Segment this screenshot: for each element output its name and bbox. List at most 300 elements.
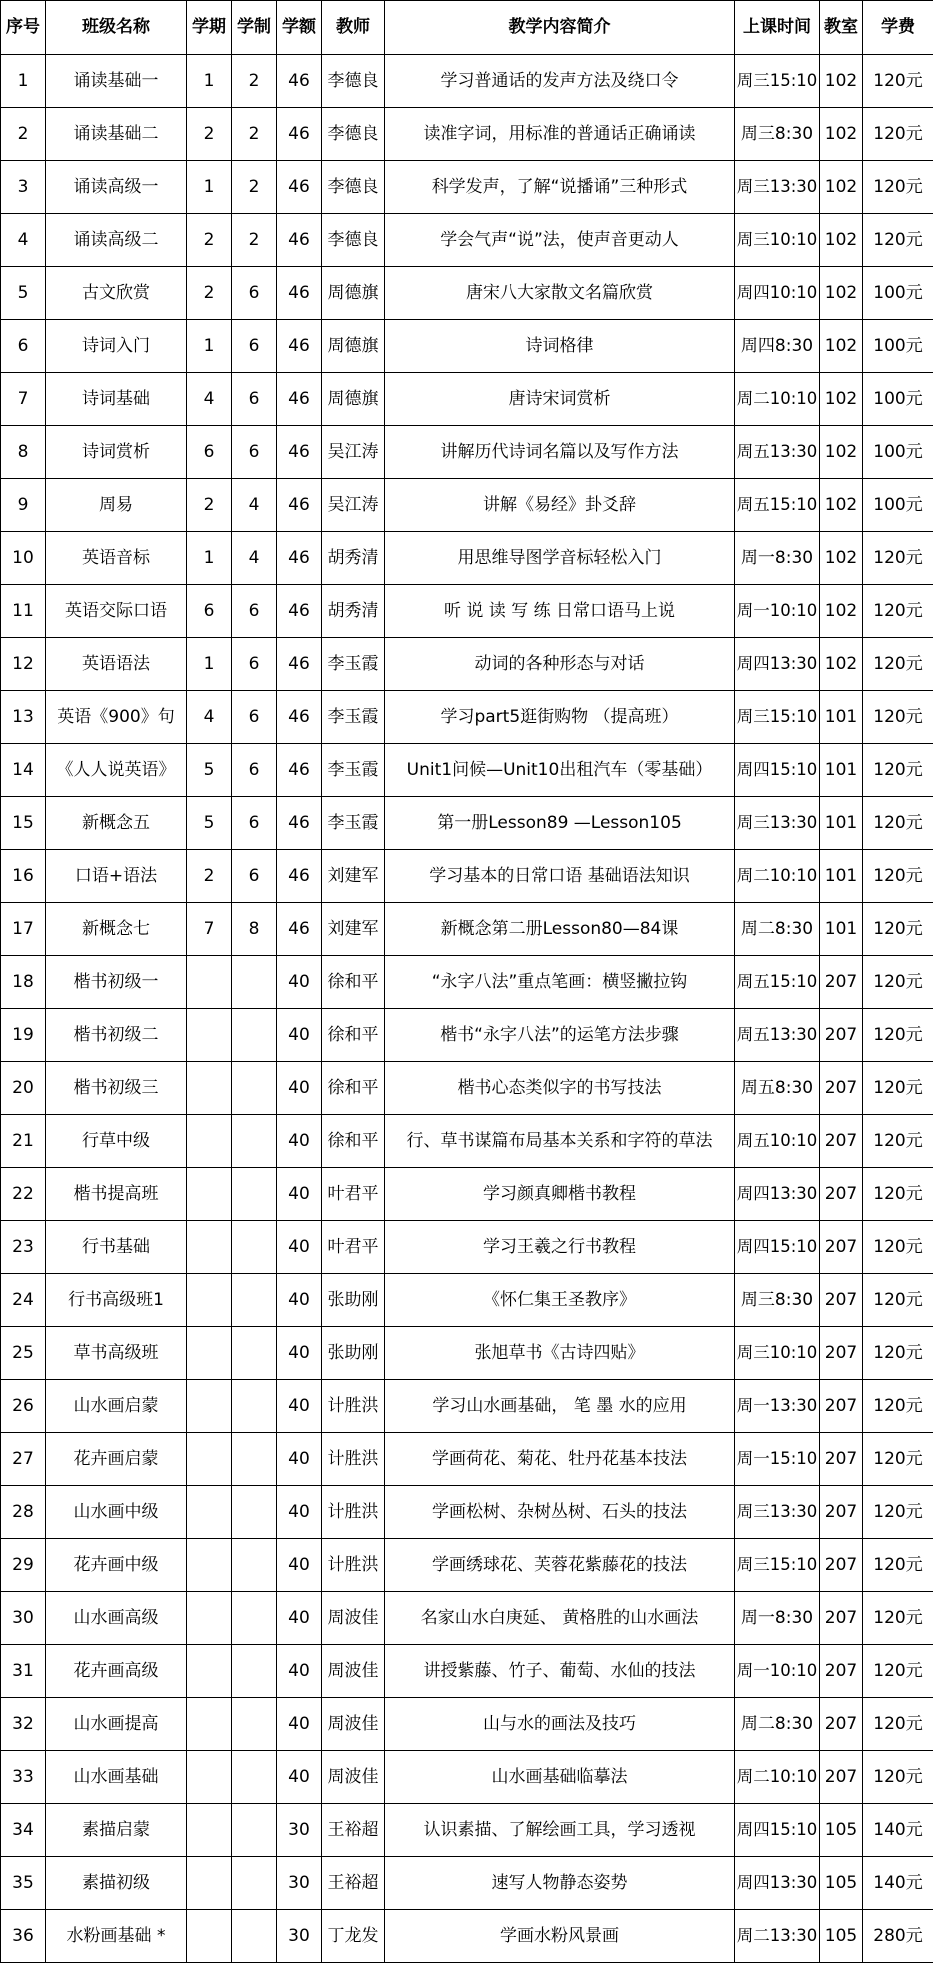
cell-capacity: 40 xyxy=(277,1751,322,1804)
cell-index: 34 xyxy=(1,1804,46,1857)
cell-room: 105 xyxy=(820,1804,863,1857)
cell-fee: 120元 xyxy=(863,161,933,214)
cell-capacity: 46 xyxy=(277,214,322,267)
cell-teacher: 计胜洪 xyxy=(322,1380,385,1433)
cell-content: 听 说 读 写 练 日常口语马上说 xyxy=(385,585,735,638)
cell-index: 33 xyxy=(1,1751,46,1804)
cell-time: 周一8:30 xyxy=(735,1592,820,1645)
cell-room: 207 xyxy=(820,1380,863,1433)
cell-term: 2 xyxy=(187,108,232,161)
cell-teacher: 周波佳 xyxy=(322,1751,385,1804)
cell-term: 4 xyxy=(187,373,232,426)
header-duration: 学制 xyxy=(232,1,277,55)
cell-index: 5 xyxy=(1,267,46,320)
cell-class-name: 花卉画启蒙 xyxy=(46,1433,187,1486)
cell-room: 101 xyxy=(820,744,863,797)
cell-duration xyxy=(232,1327,277,1380)
cell-content: 学习基本的日常口语 基础语法知识 xyxy=(385,850,735,903)
cell-capacity: 46 xyxy=(277,161,322,214)
cell-capacity: 40 xyxy=(277,1062,322,1115)
cell-teacher: 李德良 xyxy=(322,108,385,161)
cell-class-name: 楷书初级二 xyxy=(46,1009,187,1062)
cell-index: 27 xyxy=(1,1433,46,1486)
cell-time: 周四15:10 xyxy=(735,1221,820,1274)
cell-room: 101 xyxy=(820,850,863,903)
cell-capacity: 46 xyxy=(277,108,322,161)
cell-fee: 120元 xyxy=(863,638,933,691)
cell-time: 周二10:10 xyxy=(735,373,820,426)
table-row xyxy=(1,1380,933,1433)
cell-index: 26 xyxy=(1,1380,46,1433)
cell-duration xyxy=(232,1910,277,1963)
cell-teacher: 徐和平 xyxy=(322,1115,385,1168)
cell-room: 207 xyxy=(820,1062,863,1115)
cell-content: 山水画基础临摹法 xyxy=(385,1751,735,1804)
cell-fee: 120元 xyxy=(863,585,933,638)
table-row xyxy=(1,1009,933,1062)
table-row xyxy=(1,1327,933,1380)
cell-capacity: 40 xyxy=(277,1433,322,1486)
cell-index: 10 xyxy=(1,532,46,585)
cell-room: 102 xyxy=(820,161,863,214)
cell-index: 18 xyxy=(1,956,46,1009)
cell-time: 周二13:30 xyxy=(735,1910,820,1963)
cell-class-name: 山水画基础 xyxy=(46,1751,187,1804)
cell-content: 学画松树、杂树丛树、石头的技法 xyxy=(385,1486,735,1539)
cell-term xyxy=(187,1115,232,1168)
cell-teacher: 胡秀清 xyxy=(322,585,385,638)
cell-capacity: 40 xyxy=(277,1380,322,1433)
cell-capacity: 40 xyxy=(277,1168,322,1221)
cell-duration xyxy=(232,1857,277,1910)
table-row xyxy=(1,1804,933,1857)
cell-content: 楷书心态类似字的书写技法 xyxy=(385,1062,735,1115)
cell-index: 21 xyxy=(1,1115,46,1168)
cell-capacity: 46 xyxy=(277,479,322,532)
cell-duration xyxy=(232,1698,277,1751)
cell-term: 5 xyxy=(187,797,232,850)
table-row xyxy=(1,214,933,267)
cell-room: 207 xyxy=(820,956,863,1009)
table-row xyxy=(1,320,933,373)
cell-term: 5 xyxy=(187,744,232,797)
cell-term xyxy=(187,1804,232,1857)
cell-room: 101 xyxy=(820,691,863,744)
header-content: 教学内容简介 xyxy=(385,1,735,55)
cell-class-name: 诵读高级一 xyxy=(46,161,187,214)
table-row xyxy=(1,426,933,479)
cell-term xyxy=(187,1751,232,1804)
cell-time: 周五15:10 xyxy=(735,956,820,1009)
cell-duration: 6 xyxy=(232,744,277,797)
cell-room: 102 xyxy=(820,426,863,479)
table-row xyxy=(1,1698,933,1751)
cell-content: 认识素描、了解绘画工具，学习透视 xyxy=(385,1804,735,1857)
cell-term: 2 xyxy=(187,479,232,532)
table-row xyxy=(1,1910,933,1963)
cell-class-name: 诵读基础一 xyxy=(46,55,187,108)
cell-index: 36 xyxy=(1,1910,46,1963)
header-row xyxy=(1,1,933,55)
cell-room: 102 xyxy=(820,108,863,161)
cell-teacher: 徐和平 xyxy=(322,1062,385,1115)
cell-fee: 120元 xyxy=(863,1009,933,1062)
table-row xyxy=(1,1433,933,1486)
cell-teacher: 计胜洪 xyxy=(322,1539,385,1592)
table-row xyxy=(1,850,933,903)
cell-fee: 120元 xyxy=(863,1539,933,1592)
cell-room: 207 xyxy=(820,1168,863,1221)
cell-capacity: 46 xyxy=(277,850,322,903)
cell-fee: 120元 xyxy=(863,903,933,956)
cell-capacity: 40 xyxy=(277,1486,322,1539)
cell-fee: 120元 xyxy=(863,691,933,744)
cell-time: 周三8:30 xyxy=(735,108,820,161)
cell-index: 15 xyxy=(1,797,46,850)
cell-duration: 4 xyxy=(232,479,277,532)
cell-content: 《怀仁集王圣教序》 xyxy=(385,1274,735,1327)
cell-capacity: 46 xyxy=(277,691,322,744)
cell-room: 105 xyxy=(820,1910,863,1963)
cell-time: 周五15:10 xyxy=(735,479,820,532)
cell-index: 8 xyxy=(1,426,46,479)
cell-fee: 120元 xyxy=(863,1062,933,1115)
table-row xyxy=(1,1221,933,1274)
cell-capacity: 46 xyxy=(277,532,322,585)
cell-teacher: 李玉霞 xyxy=(322,638,385,691)
table-row xyxy=(1,1539,933,1592)
cell-duration xyxy=(232,1592,277,1645)
cell-class-name: 诗词入门 xyxy=(46,320,187,373)
cell-index: 31 xyxy=(1,1645,46,1698)
table-row xyxy=(1,1486,933,1539)
cell-content: Unit1问候—Unit10出租汽车（零基础） xyxy=(385,744,735,797)
cell-class-name: 《人人说英语》 xyxy=(46,744,187,797)
table-row xyxy=(1,797,933,850)
cell-index: 3 xyxy=(1,161,46,214)
cell-index: 29 xyxy=(1,1539,46,1592)
table-row xyxy=(1,1592,933,1645)
cell-index: 17 xyxy=(1,903,46,956)
cell-content: 学习part5逛街购物 （提高班） xyxy=(385,691,735,744)
cell-teacher: 刘建军 xyxy=(322,903,385,956)
cell-term xyxy=(187,1433,232,1486)
cell-fee: 120元 xyxy=(863,108,933,161)
cell-class-name: 山水画高级 xyxy=(46,1592,187,1645)
cell-term xyxy=(187,956,232,1009)
cell-capacity: 46 xyxy=(277,744,322,797)
cell-class-name: 英语语法 xyxy=(46,638,187,691)
cell-capacity: 40 xyxy=(277,1115,322,1168)
cell-content: 动词的各种形态与对话 xyxy=(385,638,735,691)
cell-content: 学习王羲之行书教程 xyxy=(385,1221,735,1274)
cell-term xyxy=(187,1009,232,1062)
cell-time: 周一10:10 xyxy=(735,585,820,638)
cell-capacity: 30 xyxy=(277,1804,322,1857)
cell-time: 周四15:10 xyxy=(735,1804,820,1857)
cell-content: 新概念第二册Lesson80—84课 xyxy=(385,903,735,956)
table-row xyxy=(1,956,933,1009)
cell-duration xyxy=(232,1486,277,1539)
cell-index: 28 xyxy=(1,1486,46,1539)
cell-fee: 120元 xyxy=(863,797,933,850)
cell-fee: 120元 xyxy=(863,1433,933,1486)
cell-term xyxy=(187,1910,232,1963)
cell-capacity: 46 xyxy=(277,55,322,108)
cell-room: 102 xyxy=(820,479,863,532)
cell-time: 周五8:30 xyxy=(735,1062,820,1115)
cell-teacher: 叶君平 xyxy=(322,1168,385,1221)
cell-teacher: 丁龙发 xyxy=(322,1910,385,1963)
cell-class-name: 楷书初级一 xyxy=(46,956,187,1009)
cell-time: 周三15:10 xyxy=(735,1539,820,1592)
cell-fee: 120元 xyxy=(863,1486,933,1539)
table-row xyxy=(1,1857,933,1910)
cell-content: 学习颜真卿楷书教程 xyxy=(385,1168,735,1221)
header-term: 学期 xyxy=(187,1,232,55)
table-row xyxy=(1,1751,933,1804)
cell-duration xyxy=(232,1221,277,1274)
cell-duration xyxy=(232,1380,277,1433)
cell-duration xyxy=(232,1115,277,1168)
cell-duration: 6 xyxy=(232,797,277,850)
cell-teacher: 李玉霞 xyxy=(322,797,385,850)
cell-class-name: 素描启蒙 xyxy=(46,1804,187,1857)
cell-teacher: 吴江涛 xyxy=(322,479,385,532)
cell-capacity: 40 xyxy=(277,1274,322,1327)
cell-term xyxy=(187,1274,232,1327)
table-row xyxy=(1,903,933,956)
cell-capacity: 40 xyxy=(277,1009,322,1062)
header-room: 教室 xyxy=(820,1,863,55)
cell-content: 楷书“永字八法”的运笔方法步骤 xyxy=(385,1009,735,1062)
cell-time: 周五13:30 xyxy=(735,1009,820,1062)
cell-room: 207 xyxy=(820,1433,863,1486)
cell-class-name: 行书高级班1 xyxy=(46,1274,187,1327)
cell-teacher: 胡秀清 xyxy=(322,532,385,585)
cell-room: 102 xyxy=(820,373,863,426)
cell-index: 24 xyxy=(1,1274,46,1327)
table-row xyxy=(1,108,933,161)
cell-class-name: 新概念七 xyxy=(46,903,187,956)
cell-fee: 100元 xyxy=(863,479,933,532)
cell-capacity: 30 xyxy=(277,1857,322,1910)
cell-fee: 140元 xyxy=(863,1804,933,1857)
cell-teacher: 徐和平 xyxy=(322,1009,385,1062)
cell-room: 207 xyxy=(820,1327,863,1380)
cell-fee: 100元 xyxy=(863,373,933,426)
cell-time: 周三13:30 xyxy=(735,1486,820,1539)
cell-class-name: 英语《900》句 xyxy=(46,691,187,744)
cell-term xyxy=(187,1327,232,1380)
cell-capacity: 46 xyxy=(277,797,322,850)
cell-class-name: 英语音标 xyxy=(46,532,187,585)
cell-class-name: 诗词基础 xyxy=(46,373,187,426)
cell-term: 2 xyxy=(187,267,232,320)
cell-class-name: 周易 xyxy=(46,479,187,532)
cell-content: 行、草书谋篇布局基本关系和字符的草法 xyxy=(385,1115,735,1168)
cell-content: 学画绣球花、芙蓉花紫藤花的技法 xyxy=(385,1539,735,1592)
cell-class-name: 古文欣赏 xyxy=(46,267,187,320)
cell-content: 讲授紫藤、竹子、葡萄、水仙的技法 xyxy=(385,1645,735,1698)
cell-teacher: 李德良 xyxy=(322,161,385,214)
cell-duration xyxy=(232,1804,277,1857)
cell-class-name: 楷书初级三 xyxy=(46,1062,187,1115)
cell-index: 16 xyxy=(1,850,46,903)
cell-content: 学会气声“说”法，使声音更动人 xyxy=(385,214,735,267)
cell-fee: 120元 xyxy=(863,744,933,797)
table-body xyxy=(1,55,933,1963)
cell-term: 1 xyxy=(187,320,232,373)
cell-room: 102 xyxy=(820,532,863,585)
cell-term: 1 xyxy=(187,532,232,585)
cell-duration: 6 xyxy=(232,638,277,691)
cell-teacher: 周德旗 xyxy=(322,373,385,426)
cell-teacher: 周波佳 xyxy=(322,1645,385,1698)
cell-fee: 120元 xyxy=(863,1327,933,1380)
header-capacity: 学额 xyxy=(277,1,322,55)
cell-class-name: 英语交际口语 xyxy=(46,585,187,638)
cell-class-name: 素描初级 xyxy=(46,1857,187,1910)
cell-class-name: 水粉画基础 * xyxy=(46,1910,187,1963)
cell-class-name: 诵读高级二 xyxy=(46,214,187,267)
cell-room: 102 xyxy=(820,214,863,267)
cell-duration: 8 xyxy=(232,903,277,956)
table-row xyxy=(1,1168,933,1221)
cell-duration: 6 xyxy=(232,267,277,320)
header-index: 序号 xyxy=(1,1,46,55)
cell-duration: 4 xyxy=(232,532,277,585)
cell-term: 6 xyxy=(187,426,232,479)
cell-capacity: 46 xyxy=(277,585,322,638)
cell-teacher: 李德良 xyxy=(322,214,385,267)
table-row xyxy=(1,1645,933,1698)
cell-teacher: 周波佳 xyxy=(322,1592,385,1645)
cell-fee: 120元 xyxy=(863,532,933,585)
cell-content: 讲解历代诗词名篇以及写作方法 xyxy=(385,426,735,479)
cell-time: 周四8:30 xyxy=(735,320,820,373)
cell-content: “永字八法”重点笔画：横竖撇拉钩 xyxy=(385,956,735,1009)
cell-class-name: 山水画提高 xyxy=(46,1698,187,1751)
cell-teacher: 周德旗 xyxy=(322,320,385,373)
cell-fee: 140元 xyxy=(863,1857,933,1910)
cell-capacity: 40 xyxy=(277,1221,322,1274)
cell-class-name: 行草中级 xyxy=(46,1115,187,1168)
cell-index: 22 xyxy=(1,1168,46,1221)
cell-room: 102 xyxy=(820,585,863,638)
cell-index: 13 xyxy=(1,691,46,744)
cell-capacity: 46 xyxy=(277,267,322,320)
cell-time: 周三15:10 xyxy=(735,691,820,744)
cell-term xyxy=(187,1486,232,1539)
table-row xyxy=(1,373,933,426)
cell-class-name: 花卉画中级 xyxy=(46,1539,187,1592)
cell-teacher: 李玉霞 xyxy=(322,691,385,744)
header-class-name: 班级名称 xyxy=(46,1,187,55)
cell-index: 32 xyxy=(1,1698,46,1751)
cell-term: 1 xyxy=(187,55,232,108)
cell-index: 23 xyxy=(1,1221,46,1274)
cell-class-name: 行书基础 xyxy=(46,1221,187,1274)
cell-fee: 100元 xyxy=(863,426,933,479)
cell-room: 101 xyxy=(820,797,863,850)
cell-term: 6 xyxy=(187,585,232,638)
cell-teacher: 计胜洪 xyxy=(322,1433,385,1486)
cell-fee: 120元 xyxy=(863,1380,933,1433)
cell-time: 周四10:10 xyxy=(735,267,820,320)
cell-duration xyxy=(232,956,277,1009)
cell-content: 速写人物静态姿势 xyxy=(385,1857,735,1910)
cell-index: 6 xyxy=(1,320,46,373)
cell-fee: 120元 xyxy=(863,1751,933,1804)
table-row xyxy=(1,691,933,744)
cell-term: 7 xyxy=(187,903,232,956)
cell-time: 周四15:10 xyxy=(735,744,820,797)
header-teacher: 教师 xyxy=(322,1,385,55)
header-time: 上课时间 xyxy=(735,1,820,55)
cell-content: 学习山水画基础， 笔 墨 水的应用 xyxy=(385,1380,735,1433)
cell-term xyxy=(187,1698,232,1751)
cell-teacher: 周波佳 xyxy=(322,1698,385,1751)
cell-fee: 120元 xyxy=(863,1168,933,1221)
cell-time: 周一8:30 xyxy=(735,532,820,585)
cell-content: 讲解《易经》卦爻辞 xyxy=(385,479,735,532)
cell-content: 第一册Lesson89 —Lesson105 xyxy=(385,797,735,850)
cell-capacity: 40 xyxy=(277,1327,322,1380)
cell-room: 102 xyxy=(820,267,863,320)
cell-content: 科学发声，了解“说播诵”三种形式 xyxy=(385,161,735,214)
cell-teacher: 计胜洪 xyxy=(322,1486,385,1539)
cell-term xyxy=(187,1857,232,1910)
cell-class-name: 新概念五 xyxy=(46,797,187,850)
cell-fee: 120元 xyxy=(863,1645,933,1698)
cell-time: 周三13:30 xyxy=(735,797,820,850)
cell-duration: 6 xyxy=(232,320,277,373)
cell-time: 周四13:30 xyxy=(735,1857,820,1910)
cell-term xyxy=(187,1221,232,1274)
cell-room: 207 xyxy=(820,1539,863,1592)
cell-time: 周一13:30 xyxy=(735,1380,820,1433)
cell-content: 学画荷花、菊花、牡丹花基本技法 xyxy=(385,1433,735,1486)
cell-time: 周二8:30 xyxy=(735,903,820,956)
cell-index: 35 xyxy=(1,1857,46,1910)
cell-duration: 6 xyxy=(232,373,277,426)
cell-term xyxy=(187,1539,232,1592)
cell-capacity: 40 xyxy=(277,1698,322,1751)
cell-term: 2 xyxy=(187,214,232,267)
cell-index: 4 xyxy=(1,214,46,267)
table-row xyxy=(1,1274,933,1327)
cell-time: 周三13:30 xyxy=(735,161,820,214)
cell-time: 周四13:30 xyxy=(735,638,820,691)
cell-content: 用思维导图学音标轻松入门 xyxy=(385,532,735,585)
cell-fee: 120元 xyxy=(863,1592,933,1645)
cell-time: 周二10:10 xyxy=(735,850,820,903)
cell-capacity: 46 xyxy=(277,373,322,426)
table-row xyxy=(1,161,933,214)
cell-class-name: 诵读基础二 xyxy=(46,108,187,161)
cell-index: 9 xyxy=(1,479,46,532)
cell-term: 4 xyxy=(187,691,232,744)
cell-index: 14 xyxy=(1,744,46,797)
cell-term xyxy=(187,1592,232,1645)
cell-teacher: 徐和平 xyxy=(322,956,385,1009)
cell-duration xyxy=(232,1433,277,1486)
cell-fee: 120元 xyxy=(863,956,933,1009)
cell-index: 11 xyxy=(1,585,46,638)
cell-time: 周三15:10 xyxy=(735,55,820,108)
cell-term: 1 xyxy=(187,638,232,691)
